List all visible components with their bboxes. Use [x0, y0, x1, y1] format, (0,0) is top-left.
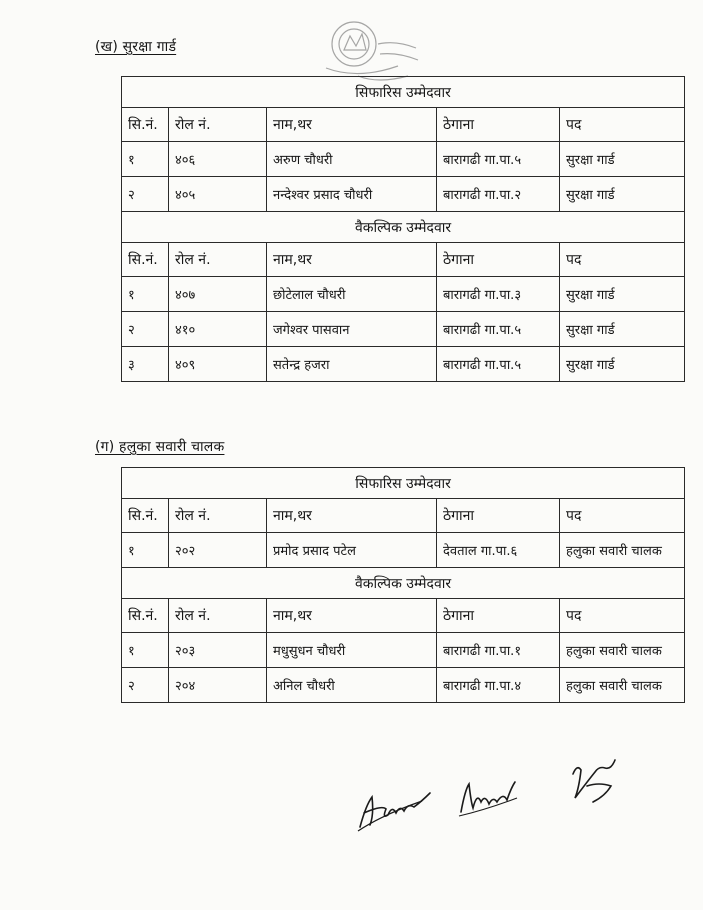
security-guard-table: [121, 76, 685, 382]
table-row: [122, 177, 685, 212]
col-address: ठेगाना: [437, 108, 560, 142]
col-address: ठेगाना: [437, 243, 560, 277]
cell-roll: ४१०: [169, 312, 267, 347]
cell-roll: ४०५: [169, 177, 267, 212]
col-name: नाम,थर: [267, 108, 437, 142]
col-roll: रोल नं.: [169, 108, 267, 142]
col-post: पद: [560, 599, 685, 633]
alternate-candidates-title: वैकल्पिक उम्मेदवार: [122, 212, 685, 243]
cell-name: नन्देश्वर प्रसाद चौधरी: [267, 177, 437, 212]
cell-sn: २: [122, 312, 169, 347]
col-roll: रोल नं.: [169, 599, 267, 633]
col-roll: रोल नं.: [169, 499, 267, 533]
cell-roll: ४०६: [169, 142, 267, 177]
cell-name: छोटेलाल चौधरी: [267, 277, 437, 312]
table-row: [122, 312, 685, 347]
section-heading-light-vehicle-driver: (ग) हलुका सवारी चालक: [95, 439, 225, 455]
signature-1-icon: [352, 775, 442, 835]
cell-roll: २०४: [169, 668, 267, 703]
cell-name: मधुसुधन चौधरी: [267, 633, 437, 668]
col-address: ठेगाना: [437, 599, 560, 633]
col-sn: सि.नं.: [122, 108, 169, 142]
table-header-row: [122, 499, 685, 533]
cell-sn: २: [122, 177, 169, 212]
cell-name: अनिल चौधरी: [267, 668, 437, 703]
cell-roll: २०२: [169, 533, 267, 568]
col-name: नाम,थर: [267, 499, 437, 533]
col-name: नाम,थर: [267, 243, 437, 277]
cell-address: बारागढी गा.पा.२: [437, 177, 560, 212]
cell-address: बारागढी गा.पा.४: [437, 668, 560, 703]
recommended-candidates-title: सिफारिस उम्मेदवार: [122, 77, 685, 108]
col-address: ठेगाना: [437, 499, 560, 533]
municipality-seal-icon: [318, 14, 428, 84]
table-row: [122, 533, 685, 568]
cell-address: बारागढी गा.पा.३: [437, 277, 560, 312]
cell-roll: २०३: [169, 633, 267, 668]
table-header-row: [122, 108, 685, 142]
cell-name: प्रमोद प्रसाद पटेल: [267, 533, 437, 568]
cell-sn: २: [122, 668, 169, 703]
cell-roll: ४०९: [169, 347, 267, 382]
recommended-candidates-title: सिफारिस उम्मेदवार: [122, 468, 685, 499]
table-row: [122, 633, 685, 668]
col-post: पद: [560, 243, 685, 277]
cell-post: हलुका सवारी चालक: [560, 633, 685, 668]
cell-post: सुरक्षा गार्ड: [560, 347, 685, 382]
cell-address: बारागढी गा.पा.१: [437, 633, 560, 668]
table-row: [122, 347, 685, 382]
col-sn: सि.नं.: [122, 243, 169, 277]
alternate-candidates-title: वैकल्पिक उम्मेदवार: [122, 568, 685, 599]
cell-address: बारागढी गा.पा.५: [437, 142, 560, 177]
col-sn: सि.नं.: [122, 499, 169, 533]
table-header-row: [122, 599, 685, 633]
cell-sn: १: [122, 142, 169, 177]
cell-sn: १: [122, 277, 169, 312]
cell-post: सुरक्षा गार्ड: [560, 312, 685, 347]
section-heading-security-guard: (ख) सुरक्षा गार्ड: [95, 39, 177, 55]
cell-post: सुरक्षा गार्ड: [560, 177, 685, 212]
cell-sn: ३: [122, 347, 169, 382]
cell-name: अरुण चौधरी: [267, 142, 437, 177]
cell-post: सुरक्षा गार्ड: [560, 277, 685, 312]
table-row: [122, 142, 685, 177]
light-vehicle-driver-table: [121, 467, 685, 703]
table-header-row: [122, 243, 685, 277]
col-post: पद: [560, 108, 685, 142]
signature-2-icon: [455, 772, 525, 822]
table-row: [122, 277, 685, 312]
table-row: [122, 668, 685, 703]
cell-roll: ४०७: [169, 277, 267, 312]
col-name: नाम,थर: [267, 599, 437, 633]
cell-name: जगेश्वर पासवान: [267, 312, 437, 347]
cell-address: देवताल गा.पा.६: [437, 533, 560, 568]
cell-name: सतेन्द्र हजरा: [267, 347, 437, 382]
signature-3-icon: [565, 752, 625, 810]
cell-address: बारागढी गा.पा.५: [437, 312, 560, 347]
cell-address: बारागढी गा.पा.५: [437, 347, 560, 382]
cell-sn: १: [122, 633, 169, 668]
cell-post: सुरक्षा गार्ड: [560, 142, 685, 177]
cell-post: हलुका सवारी चालक: [560, 668, 685, 703]
cell-post: हलुका सवारी चालक: [560, 533, 685, 568]
col-post: पद: [560, 499, 685, 533]
cell-sn: १: [122, 533, 169, 568]
col-sn: सि.नं.: [122, 599, 169, 633]
col-roll: रोल नं.: [169, 243, 267, 277]
